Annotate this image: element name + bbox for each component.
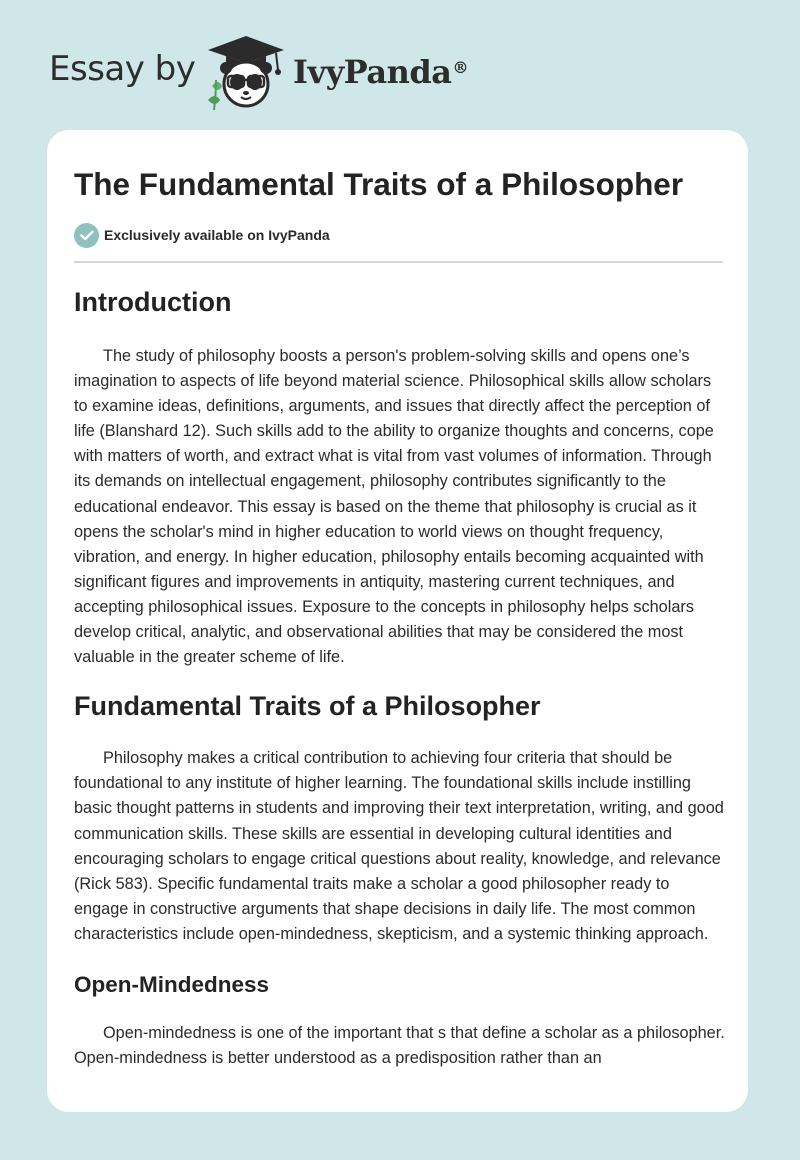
paragraph: Open-mindedness is one of the important that s that define a scholar as a philosopher. Open-mindedness is better understood as a predisposition rather than an <box>74 1023 725 1068</box>
brand-prefix: Essay by <box>49 49 196 89</box>
section-heading: Fundamental Traits of a Philosopher <box>74 691 541 722</box>
brand-name[interactable]: IvyPanda® <box>293 53 468 91</box>
badge-text: Exclusively available on IvyPanda <box>104 227 330 243</box>
paragraph: Philosophy makes a critical contribution to achieving four criteria that should be foundational to any institute of higher learning. The foundational skills include instilling basic thought patterns in students and improving their text interpretation, writing, and good communication skills. These skills are essential in developing cultural identities and encouraging scholars to engage critical questions about reality, knowledge, and relevance (Rick 583). Specific fundamental traits make a scholar a good philosopher ready to engage in constructive arguments that shape decisions in daily life. The most common characteristics include open-mindedness, skepticism, and a systemic thinking approach. <box>74 749 724 943</box>
essay-body <box>74 280 726 1071</box>
title-divider <box>74 261 723 263</box>
essay-card <box>47 130 748 1112</box>
essay-title: The Fundamental Traits of a Philosopher <box>74 166 684 202</box>
panda-mascot-icon[interactable] <box>198 30 294 112</box>
paragraph: The study of philosophy boosts a person's problem-solving skills and opens one’s imagination to aspects of life beyond material science. Philosophical skills allow scholars to examine ideas, definitions, arguments, and issues that directly affect the perception of life (Blanshard 12). Such skills add to the ability to organize thoughts and concerns, cope with matters of worth, and extract what is vital from vast volumes of information. Through its demands on intellectual engagement, philosophy contributes significantly to the educational endeavor. This essay is based on the theme that philosophy is crucial as it opens the scholar's mind in higher education to world views on thought frequency, vibration, and energy. In higher education, philosophy entails becoming acquainted with significant figures and improvements in antiquity, mastering current techniques, and accepting philosophical issues. Exposure to the concepts in philosophy helps scholars develop critical, analytic, and observational abilities that may be considered the most valuable in the greater scheme of life. <box>74 347 714 667</box>
section-heading: Introduction <box>74 287 232 317</box>
subsection-heading: Open-Mindedness <box>74 971 270 997</box>
exclusive-badge <box>74 222 330 248</box>
checkmark-icon <box>74 223 99 248</box>
registered-mark: ® <box>452 58 468 77</box>
site-header <box>0 0 800 130</box>
